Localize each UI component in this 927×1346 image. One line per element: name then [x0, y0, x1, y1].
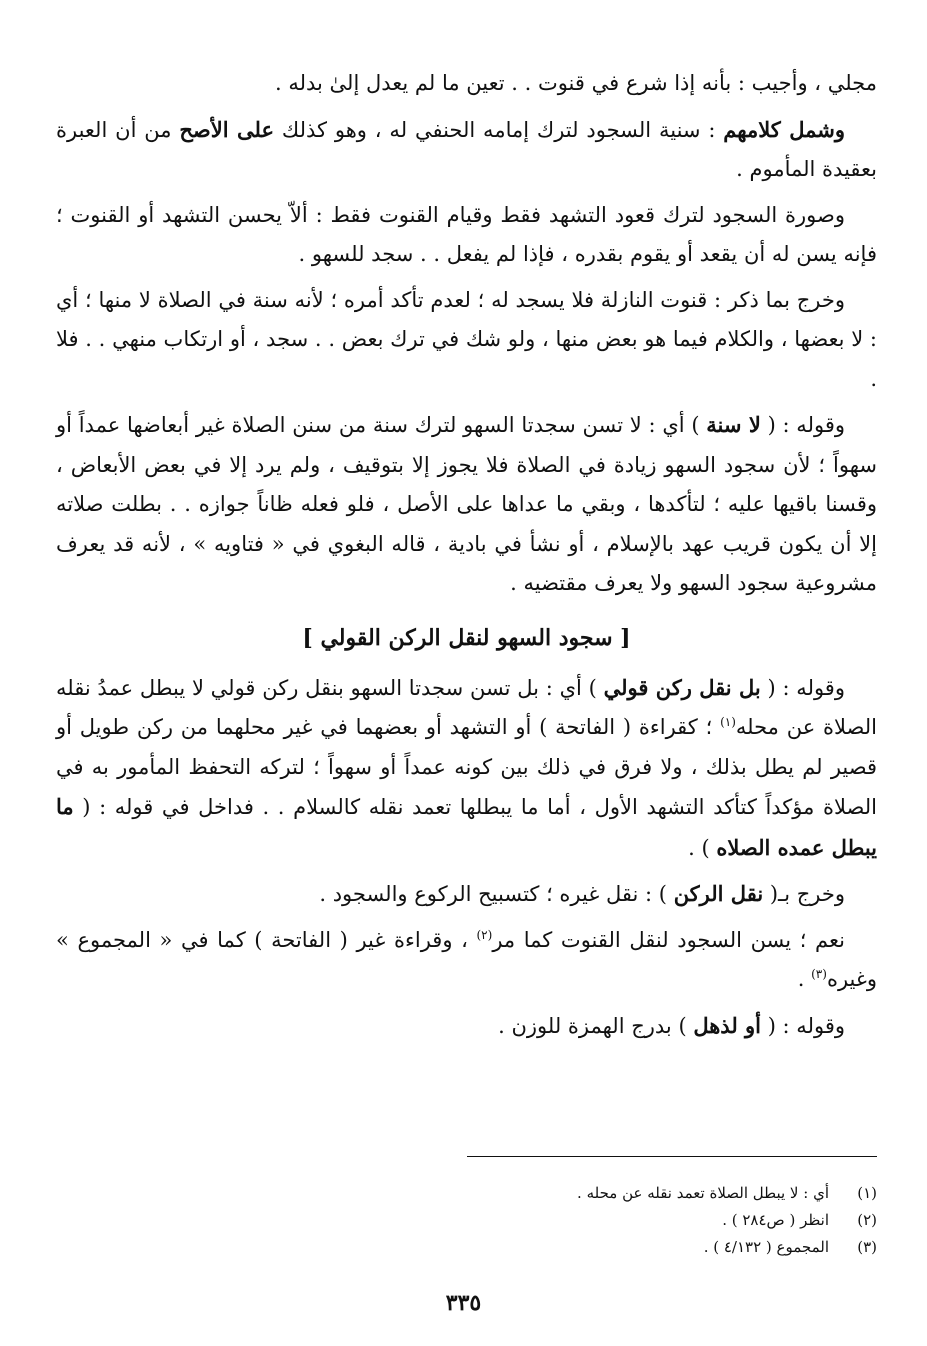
footnote-ref-1[interactable]: (١): [720, 715, 736, 729]
section-heading: [ سجود السهو لنقل الركن القولي ]: [302, 624, 631, 651]
paragraph-text: نعم ؛ يسن السجود لنقل القنوت كما مر: [492, 927, 845, 952]
footnote-item: [56, 1207, 877, 1234]
footnote-text: المجموع ( ٤/١٣٢ ) .: [703, 1238, 829, 1256]
paragraph-text: وقوله : (: [761, 1013, 845, 1038]
paragraph-text: ) بدرج الهمزة للوزن .: [498, 1013, 694, 1038]
paragraph-text: ) .: [688, 835, 717, 860]
paragraph-text: مجلي ، وأجيب : بأنه إذا شرع في قنوت . . تعين ما لم يعدل إلىٰ بدله .: [275, 71, 877, 95]
paragraph-text: ، وقراءة غير ( الفاتحة ) كما في « المجموع » وغيره: [56, 927, 877, 991]
footnote-number: (٣): [857, 1238, 877, 1256]
footnote-divider: [467, 1156, 877, 1157]
paragraph-2: [56, 110, 877, 190]
footnote-text: انظر ( ص٢٨٤ ) .: [722, 1211, 829, 1229]
paragraph-text: وخرج بـ(: [763, 882, 845, 906]
paragraph-4: [56, 281, 877, 400]
page-number: ٣٣٥: [445, 1290, 482, 1316]
paragraph-text: من أن العبرة بعقيدة المأموم .: [56, 117, 877, 181]
footnote-ref-3[interactable]: (٣): [811, 967, 827, 981]
paragraph-5: [56, 405, 877, 604]
paragraph-text: : سنية السجود لترك إمامه الحنفي له ، وهو كذلك: [274, 117, 724, 142]
bold-term: لا سنة: [706, 412, 761, 437]
footnotes-section: [56, 1180, 877, 1261]
footnote-number: (١): [857, 1184, 877, 1202]
paragraph-1: [56, 64, 877, 104]
bold-term: بل نقل ركن قولي: [603, 674, 761, 700]
page-body: [56, 64, 877, 1052]
paragraph-text: وقوله : (: [760, 675, 845, 700]
bold-term: نقل الركن: [673, 881, 764, 906]
paragraph-text: وخرج بما ذكر : قنوت النازلة فلا يسجد له ؛ لعدم تأكد أمره ؛ لأنه سنة في الصلاة لا منها ؛ أي : لا بعضها ، والكلام فيما هو بعض منها ، ولو شك في ترك بعض . . سجد ، أو ارتكاب منهي . . فلا .: [56, 287, 877, 391]
bold-term: على الأصح: [179, 116, 275, 142]
footnote-number: (٢): [857, 1211, 877, 1229]
paragraph-8: [56, 921, 877, 1000]
bold-term: أو لذهل: [693, 1012, 762, 1038]
paragraph-text: .: [797, 967, 812, 991]
paragraph-text: وقوله : (: [760, 413, 845, 437]
footnote-text: أي : لا يبطل الصلاة تعمد نقله عن محله .: [577, 1184, 829, 1202]
footnote-ref-2[interactable]: (٢): [476, 927, 493, 942]
paragraph-text: ؛ كقراءة ( الفاتحة ) أو التشهد أو بعضهما في غير محلهما من ركن طويل أو قصير لم يطل بذلك ، ولا فرق في ذلك بين كونه عمداً أو سهواً ؛ لتركه التحفظ المأمور به في الصلاة مؤكداً كتأكد التشهد الأول ، أما ما يبطلها تعمد نقله كالسلام . . فداخل في قوله : (: [56, 715, 877, 819]
paragraph-text: وصورة السجود لترك قعود التشهد فقط وقيام القنوت فقط : ألاّ يحسن التشهد أو القنوت ؛ فإنه يسن له أن يقعد أو يقوم بقدره ، فإذا لم يفعل . . سجد للسهو .: [56, 202, 877, 266]
paragraph-text: ) أي : لا تسن سجدتا السهو لترك سنة من سنن الصلاة غير أبعاضها عمداً أو سهواً ؛ لأن سجود السهو زيادة في الصلاة فلا يجوز إلا بتوقيف ، ولم يرد إلا في بعض الأبعاض ، وقسنا باقيها عليه ؛ لتأكدها ، وبقي ما عداها على الأصل ، فلو فعله ظاناً جوازه . . بطلت صلاته إلا أن يكون قريب عهد بالإسلام ، أو نشأ في بادية ، قاله البغوي في « فتاويه » ، لأنه قد يعرف مشروعية سجود السهو ولا يعرف مقتضيه .: [56, 413, 877, 595]
bold-term: ما يبطل عمده الصلاه: [56, 794, 877, 860]
bold-term: وشمل كلامهم: [723, 116, 846, 142]
paragraph-9: [56, 1006, 877, 1047]
paragraph-text: ) : نقل غيره ؛ كتسبيح الركوع والسجود .: [319, 882, 674, 906]
footnote-item: [56, 1234, 877, 1261]
paragraph-text: ) أي : بل تسن سجدتا السهو بنقل ركن قولي لا يبطل عمدُ نقله الصلاة عن محله: [56, 675, 877, 739]
paragraph-7: [56, 874, 877, 915]
footnote-item: [56, 1180, 877, 1207]
paragraph-3: [56, 196, 877, 275]
paragraph-6: [56, 668, 877, 869]
